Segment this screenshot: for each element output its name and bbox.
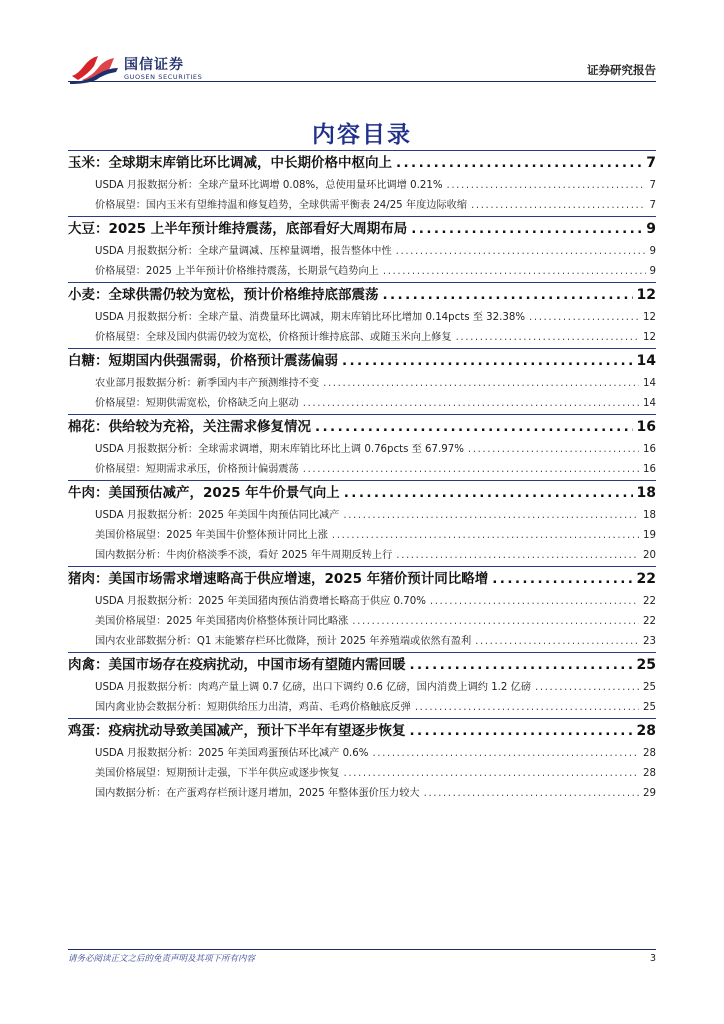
toc-heading-page: 28 bbox=[636, 723, 656, 739]
dot-leader bbox=[430, 592, 639, 612]
toc-heading-entry[interactable] bbox=[68, 414, 656, 440]
toc-subentry[interactable] bbox=[68, 440, 656, 460]
dot-leader bbox=[352, 612, 639, 632]
toc-subentry-page: 12 bbox=[643, 332, 656, 343]
dot-leader bbox=[344, 481, 633, 506]
toc-subentry-title: USDA 月报数据分析：全球产量环比调增 0.08%，总使用量环比调增 0.21% bbox=[95, 180, 443, 191]
toc-section bbox=[68, 652, 656, 718]
toc-subentry[interactable] bbox=[68, 764, 656, 784]
dot-leader bbox=[315, 415, 633, 440]
dot-leader bbox=[383, 283, 633, 308]
guosen-logo-icon bbox=[68, 52, 120, 84]
header-divider bbox=[68, 81, 656, 82]
toc-subentry-page: 28 bbox=[643, 768, 656, 779]
table-of-contents bbox=[68, 150, 656, 804]
dot-leader bbox=[471, 196, 645, 216]
toc-subentry-page: 7 bbox=[649, 200, 656, 211]
toc-subentry[interactable] bbox=[68, 242, 656, 262]
toc-subentry-title: 美国价格展望：2025 年美国牛价整体预计同比上涨 bbox=[95, 530, 328, 541]
toc-heading-title: 肉禽：美国市场存在疫病扰动，中国市场有望随内需回暖 bbox=[68, 657, 406, 673]
toc-subentry-title: USDA 月报数据分析：2025 年美国猪肉预估消费增长略高于供应 0.70% bbox=[95, 596, 426, 607]
dot-leader bbox=[343, 506, 639, 526]
toc-subentry[interactable] bbox=[68, 308, 656, 328]
dot-leader bbox=[303, 460, 639, 480]
toc-subentry[interactable] bbox=[68, 632, 656, 652]
dot-leader bbox=[396, 242, 646, 262]
toc-subentry[interactable] bbox=[68, 678, 656, 698]
toc-subentry[interactable] bbox=[68, 612, 656, 632]
toc-subentry-title: USDA 月报数据分析：2025 年美国鸡蛋预估环比减产 0.6% bbox=[95, 748, 369, 759]
toc-subentry-title: USDA 月报数据分析：全球产量调减、压榨量调增，报告整体中性 bbox=[95, 246, 392, 257]
toc-subentry-page: 9 bbox=[649, 246, 656, 257]
toc-subentry[interactable] bbox=[68, 196, 656, 216]
toc-subentry[interactable] bbox=[68, 506, 656, 526]
toc-heading-entry[interactable] bbox=[68, 282, 656, 308]
toc-section bbox=[68, 150, 656, 216]
toc-heading-entry[interactable] bbox=[68, 566, 656, 592]
toc-subentry-title: 国内数据分析：牛肉价格淡季不淡，看好 2025 年牛周期反转上行 bbox=[95, 550, 393, 561]
logo-chinese-name: 国信证券 bbox=[124, 57, 184, 73]
dot-leader bbox=[447, 176, 646, 196]
footer-divider bbox=[68, 949, 656, 950]
toc-subentry[interactable] bbox=[68, 526, 656, 546]
toc-heading-entry[interactable] bbox=[68, 216, 656, 242]
toc-subentry-title: USDA 月报数据分析：肉鸡产量上调 0.7 亿磅，出口下调约 0.6 亿磅，国内消费上调约 1.2 亿磅 bbox=[95, 682, 532, 693]
toc-subentry-page: 19 bbox=[643, 530, 656, 541]
toc-subentry-page: 23 bbox=[643, 636, 656, 647]
toc-subentry-title: 国内农业部数据分析：Q1 末能繁存栏环比微降，预计 2025 年养殖端或依然有盈利 bbox=[95, 636, 472, 647]
page-number: 3 bbox=[649, 953, 656, 964]
toc-section bbox=[68, 414, 656, 480]
dot-leader bbox=[529, 308, 639, 328]
toc-subentry-page: 9 bbox=[649, 266, 656, 277]
toc-subentry-title: 价格展望：国内玉米有望维持温和修复趋势，全球供需平衡表 24/25 年度边际收缩 bbox=[95, 200, 468, 211]
toc-heading-page: 12 bbox=[636, 287, 656, 303]
toc-subentry-page: 22 bbox=[643, 616, 656, 627]
report-type-label: 证券研究报告 bbox=[587, 63, 656, 77]
toc-subentry-title: 价格展望：全球及国内供需仍较为宽松，价格预计维持底部、或随玉米向上修复 bbox=[95, 332, 452, 343]
toc-subentry-title: USDA 月报数据分析：全球需求调增，期末库销比环比上调 0.76pcts 至 67.97% bbox=[95, 444, 464, 455]
dot-leader bbox=[396, 546, 639, 566]
toc-section bbox=[68, 718, 656, 804]
toc-heading-title: 鸡蛋：疫病扰动导致美国减产，预计下半年有望逐步恢复 bbox=[68, 723, 406, 739]
toc-subentry-page: 22 bbox=[643, 596, 656, 607]
logo-english-name: GUOSEN SECURITIES bbox=[124, 73, 203, 81]
toc-subentry[interactable] bbox=[68, 460, 656, 480]
dot-leader bbox=[468, 440, 639, 460]
toc-subentry[interactable] bbox=[68, 744, 656, 764]
dot-leader bbox=[411, 217, 642, 242]
toc-title: 内容目录 bbox=[312, 122, 412, 148]
dot-leader bbox=[475, 632, 639, 652]
toc-heading-entry[interactable] bbox=[68, 718, 656, 744]
toc-subentry-title: USDA 月报数据分析：2025 年美国牛肉预估同比减产 bbox=[95, 510, 340, 521]
toc-subentry[interactable] bbox=[68, 394, 656, 414]
toc-subentry-title: 国内数据分析：在产蛋鸡存栏预计逐月增加，2025 年整体蛋价压力较大 bbox=[95, 788, 420, 799]
toc-heading-title: 白糖：短期国内供强需弱，价格预计震荡偏弱 bbox=[68, 353, 338, 369]
dot-leader bbox=[424, 784, 639, 804]
toc-subentry[interactable] bbox=[68, 176, 656, 196]
toc-subentry-title: 国内禽业协会数据分析：短期供给压力出清，鸡苗、毛鸡价格触底反弹 bbox=[95, 702, 411, 713]
toc-section bbox=[68, 480, 656, 566]
toc-heading-title: 玉米：全球期末库销比环比调减，中长期价格中枢向上 bbox=[68, 155, 392, 171]
toc-heading-entry[interactable] bbox=[68, 348, 656, 374]
toc-subentry-page: 29 bbox=[643, 788, 656, 799]
toc-heading-page: 14 bbox=[636, 353, 656, 369]
toc-heading-entry[interactable] bbox=[68, 150, 656, 176]
toc-subentry-page: 14 bbox=[643, 378, 656, 389]
dot-leader bbox=[383, 262, 646, 282]
dot-leader bbox=[332, 526, 639, 546]
footer-disclaimer: 请务必阅读正文之后的免责声明及其项下所有内容 bbox=[68, 954, 256, 964]
toc-subentry-title: 价格展望：2025 上半年预计价格维持震荡，长期景气趋势向上 bbox=[95, 266, 379, 277]
toc-heading-page: 7 bbox=[646, 155, 656, 171]
toc-subentry-page: 28 bbox=[643, 748, 656, 759]
toc-heading-title: 牛肉：美国预估减产，2025 年牛价景气向上 bbox=[68, 485, 340, 501]
toc-section bbox=[68, 216, 656, 282]
toc-subentry-page: 18 bbox=[643, 510, 656, 521]
toc-subentry-page: 25 bbox=[643, 682, 656, 693]
dot-leader bbox=[323, 374, 639, 394]
toc-heading-page: 18 bbox=[636, 485, 656, 501]
toc-heading-title: 小麦：全球供需仍较为宽松，预计价格维持底部震荡 bbox=[68, 287, 379, 303]
toc-subentry[interactable] bbox=[68, 546, 656, 566]
dot-leader bbox=[372, 744, 639, 764]
page-header bbox=[0, 0, 724, 90]
toc-subentry-page: 25 bbox=[643, 702, 656, 713]
toc-subentry-page: 7 bbox=[649, 180, 656, 191]
toc-heading-title: 猪肉：美国市场需求增速略高于供应增速，2025 年猪价预计同比略增 bbox=[68, 571, 489, 587]
dot-leader bbox=[396, 151, 642, 176]
toc-section bbox=[68, 348, 656, 414]
toc-heading-page: 25 bbox=[636, 657, 656, 673]
toc-subentry[interactable] bbox=[68, 592, 656, 612]
toc-subentry-page: 20 bbox=[643, 550, 656, 561]
toc-subentry[interactable] bbox=[68, 374, 656, 394]
toc-subentry[interactable] bbox=[68, 784, 656, 804]
toc-heading-title: 大豆：2025 上半年预计维持震荡，底部看好大周期布局 bbox=[68, 221, 408, 237]
dot-leader bbox=[456, 328, 639, 348]
toc-section bbox=[68, 282, 656, 348]
toc-subentry[interactable] bbox=[68, 262, 656, 282]
toc-subentry-title: USDA 月报数据分析：全球产量、消费量环比调减，期末库销比环比增加 0.14pcts 至 32.38% bbox=[95, 312, 526, 323]
toc-subentry[interactable] bbox=[68, 328, 656, 348]
dot-leader bbox=[410, 653, 633, 678]
toc-subentry[interactable] bbox=[68, 698, 656, 718]
dot-leader bbox=[535, 678, 639, 698]
toc-section bbox=[68, 566, 656, 652]
dot-leader bbox=[342, 349, 633, 374]
toc-subentry-title: 价格展望：短期供需宽松，价格缺乏向上驱动 bbox=[95, 398, 299, 409]
toc-subentry-page: 14 bbox=[643, 398, 656, 409]
dot-leader bbox=[410, 719, 633, 744]
dot-leader bbox=[344, 764, 640, 784]
toc-heading-page: 22 bbox=[636, 571, 656, 587]
toc-subentry-title: 美国价格展望：短期预计走强，下半年供应或逐步恢复 bbox=[95, 768, 340, 779]
dot-leader bbox=[415, 698, 639, 718]
toc-subentry-page: 16 bbox=[643, 444, 656, 455]
toc-subentry-page: 12 bbox=[643, 312, 656, 323]
toc-heading-page: 16 bbox=[636, 419, 656, 435]
toc-subentry-title: 美国价格展望：2025 年美国猪肉价格整体预计同比略涨 bbox=[95, 616, 349, 627]
toc-heading-entry[interactable] bbox=[68, 480, 656, 506]
dot-leader bbox=[492, 567, 632, 592]
toc-heading-title: 棉花：供给较为充裕，关注需求修复情况 bbox=[68, 419, 311, 435]
toc-heading-page: 9 bbox=[646, 221, 656, 237]
toc-subentry-title: 农业部月报数据分析：新季国内丰产预测维持不变 bbox=[95, 378, 320, 389]
dot-leader bbox=[303, 394, 639, 414]
toc-heading-entry[interactable] bbox=[68, 652, 656, 678]
toc-subentry-title: 价格展望：短期需求承压，价格预计偏弱震荡 bbox=[95, 464, 299, 475]
toc-subentry-page: 16 bbox=[643, 464, 656, 475]
